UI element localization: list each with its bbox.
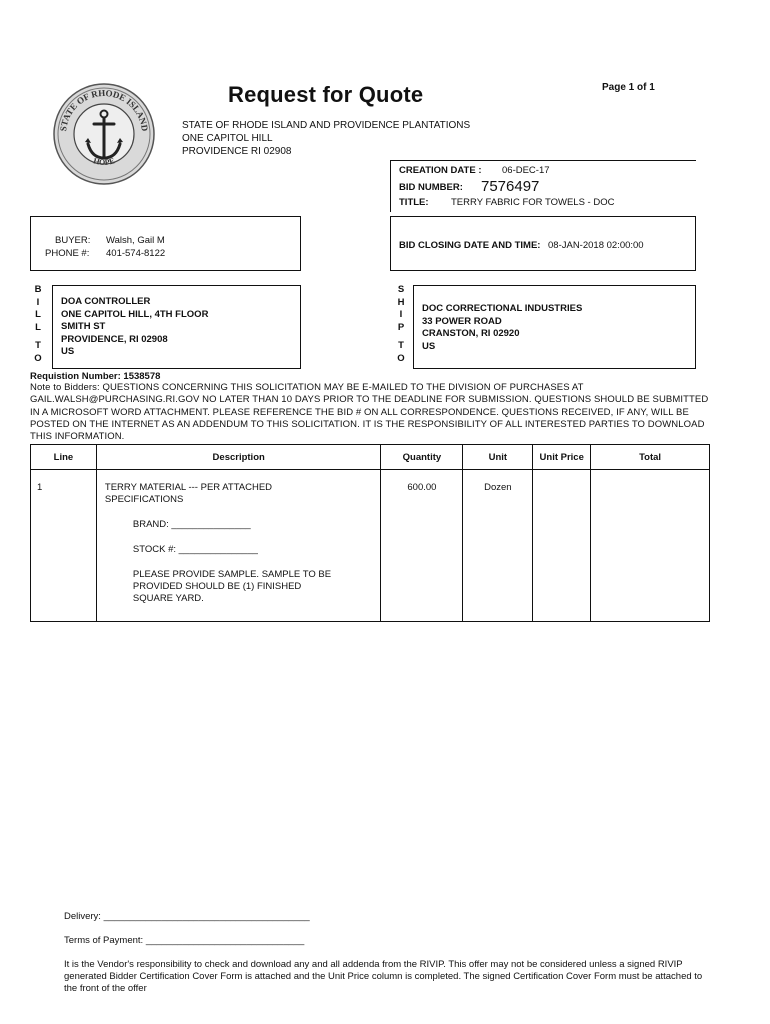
- side-letter: S: [397, 284, 405, 295]
- column-header: Total: [591, 445, 710, 470]
- delivery-line: Delivery: _______________________________________: [64, 911, 310, 922]
- ship-to-line: CRANSTON, RI 02920: [422, 328, 520, 339]
- line-number: 1: [31, 470, 97, 622]
- side-letter: T: [35, 340, 41, 351]
- seal-top-text: STATE OF RHODE ISLAND: [58, 87, 150, 132]
- page-indicator: Page 1 of 1: [602, 82, 655, 93]
- bid-number-label: BID NUMBER:: [399, 182, 463, 193]
- closing-value: 08-JAN-2018 02:00:00: [548, 240, 644, 251]
- unit-price-cell: [533, 470, 591, 622]
- sample-line: SQUARE YARD.: [132, 593, 204, 604]
- description-line: TERRY MATERIAL --- PER ATTACHED: [104, 482, 273, 493]
- side-letter: O: [34, 352, 42, 364]
- description-line: SPECIFICATIONS: [104, 494, 184, 505]
- unit-cell: Dozen: [463, 470, 533, 622]
- side-letter: O: [397, 352, 405, 364]
- description-cell: [96, 470, 381, 622]
- bid-info-box: [390, 160, 696, 212]
- creation-date-label: CREATION DATE :: [399, 165, 482, 176]
- sample-line: PROVIDED SHOULD BE (1) FINISHED: [132, 581, 302, 592]
- title-label: TITLE:: [399, 197, 429, 208]
- agency-line: PROVIDENCE RI 02908: [182, 146, 292, 157]
- table-row: [31, 470, 710, 622]
- state-seal-logo: [52, 82, 156, 186]
- title-value: TERRY FABRIC FOR TOWELS - DOC: [451, 197, 615, 208]
- requisition-number: Requistion Number: 1538578: [30, 371, 161, 382]
- side-letter: I: [399, 309, 403, 320]
- ship-to-line: DOC CORRECTIONAL INDUSTRIES: [422, 303, 583, 314]
- buyer-label: BUYER:: [55, 235, 91, 246]
- sample-line: PLEASE PROVIDE SAMPLE. SAMPLE TO BE: [132, 569, 332, 580]
- seal-bottom-text: HOPE: [92, 156, 116, 167]
- bill-to-box: [52, 285, 301, 369]
- agency-line: STATE OF RHODE ISLAND AND PROVIDENCE PLANTATIONS: [182, 120, 471, 131]
- vendor-responsibility-text: It is the Vendor's responsibility to check and download any and all addenda from the RIVIP. This offer may not be considered unless a signed RIVIP generated Bidder Certification Cover Form is attached and the Unit Price column is completed. The signed Certification Cover Form must be attached to the front of the offer: [64, 959, 703, 994]
- buyer-box: [30, 216, 301, 271]
- side-letter: T: [398, 340, 404, 351]
- bill-to-line: ONE CAPITOL HILL, 4TH FLOOR: [61, 308, 209, 320]
- column-header: Quantity: [381, 445, 463, 470]
- side-letter: P: [397, 321, 405, 333]
- side-letter: L: [35, 321, 41, 333]
- side-letter: I: [36, 296, 40, 308]
- stock-line: STOCK #: _______________: [132, 544, 258, 555]
- bill-to-line: SMITH ST: [61, 321, 106, 332]
- ship-to-side-label: [396, 284, 406, 365]
- buyer-value: Walsh, Gail M: [106, 235, 165, 246]
- brand-line: BRAND: _______________: [132, 519, 251, 530]
- agency-address: [182, 119, 470, 158]
- ship-to-box: [413, 285, 696, 369]
- ship-to-line: 33 POWER ROAD: [422, 315, 502, 327]
- closing-date-box: [390, 216, 696, 271]
- phone-label: PHONE #:: [45, 248, 90, 259]
- bill-to-side-label: [33, 284, 43, 365]
- side-letter: L: [35, 309, 41, 320]
- quantity-cell: 600.00: [381, 470, 463, 622]
- column-header: Unit Price: [533, 445, 591, 470]
- closing-label: BID CLOSING DATE AND TIME:: [399, 240, 541, 251]
- side-letter: B: [34, 284, 42, 295]
- column-header: Unit: [463, 445, 533, 470]
- document-title: Request for Quote: [228, 82, 424, 107]
- column-header: Description: [96, 445, 381, 470]
- total-cell: [591, 470, 710, 622]
- note-to-bidders: Note to Bidders: QUESTIONS CONCERNING THIS SOLICITATION MAY BE E-MAILED TO THE DIVISION OF PURCHASES AT GAIL.WALSH@PURCHASING.RI.GOV NO LATER THAN 10 DAYS PRIOR TO THE DEADLINE FOR SUBMISSION. QUESTIONS SHOULD BE SUBMITTED IN A MICROSOFT WORD ATTACHMENT. PLEASE REFERENCE THE BID # ON ALL CORRESPONDENCE. QUESTIONS RECEIVED, IF ANY, WILL BE POSTED ON THE INTERNET AS AN ADDENDUM TO THIS SOLICITATION. IT IS THE RESPONSIBILITY OF ALL INTERESTED PARTIES TO DOWNLOAD THIS INFORMATION.: [30, 382, 709, 443]
- column-header: Line: [31, 445, 97, 470]
- payment-terms-line: Terms of Payment: ______________________________: [64, 935, 305, 946]
- bill-to-line: PROVIDENCE, RI 02908: [61, 333, 168, 345]
- ship-to-line: US: [422, 340, 436, 352]
- side-letter: H: [397, 296, 405, 308]
- agency-line: ONE CAPITOL HILL: [182, 133, 273, 144]
- bill-to-line: US: [61, 346, 75, 357]
- line-items-table: [30, 444, 710, 622]
- creation-date-value: 06-DEC-17: [502, 165, 550, 176]
- phone-value: 401-574-8122: [106, 248, 166, 259]
- bid-number-value: 7576497: [481, 178, 540, 195]
- bill-to-line: DOA CONTROLLER: [61, 296, 151, 307]
